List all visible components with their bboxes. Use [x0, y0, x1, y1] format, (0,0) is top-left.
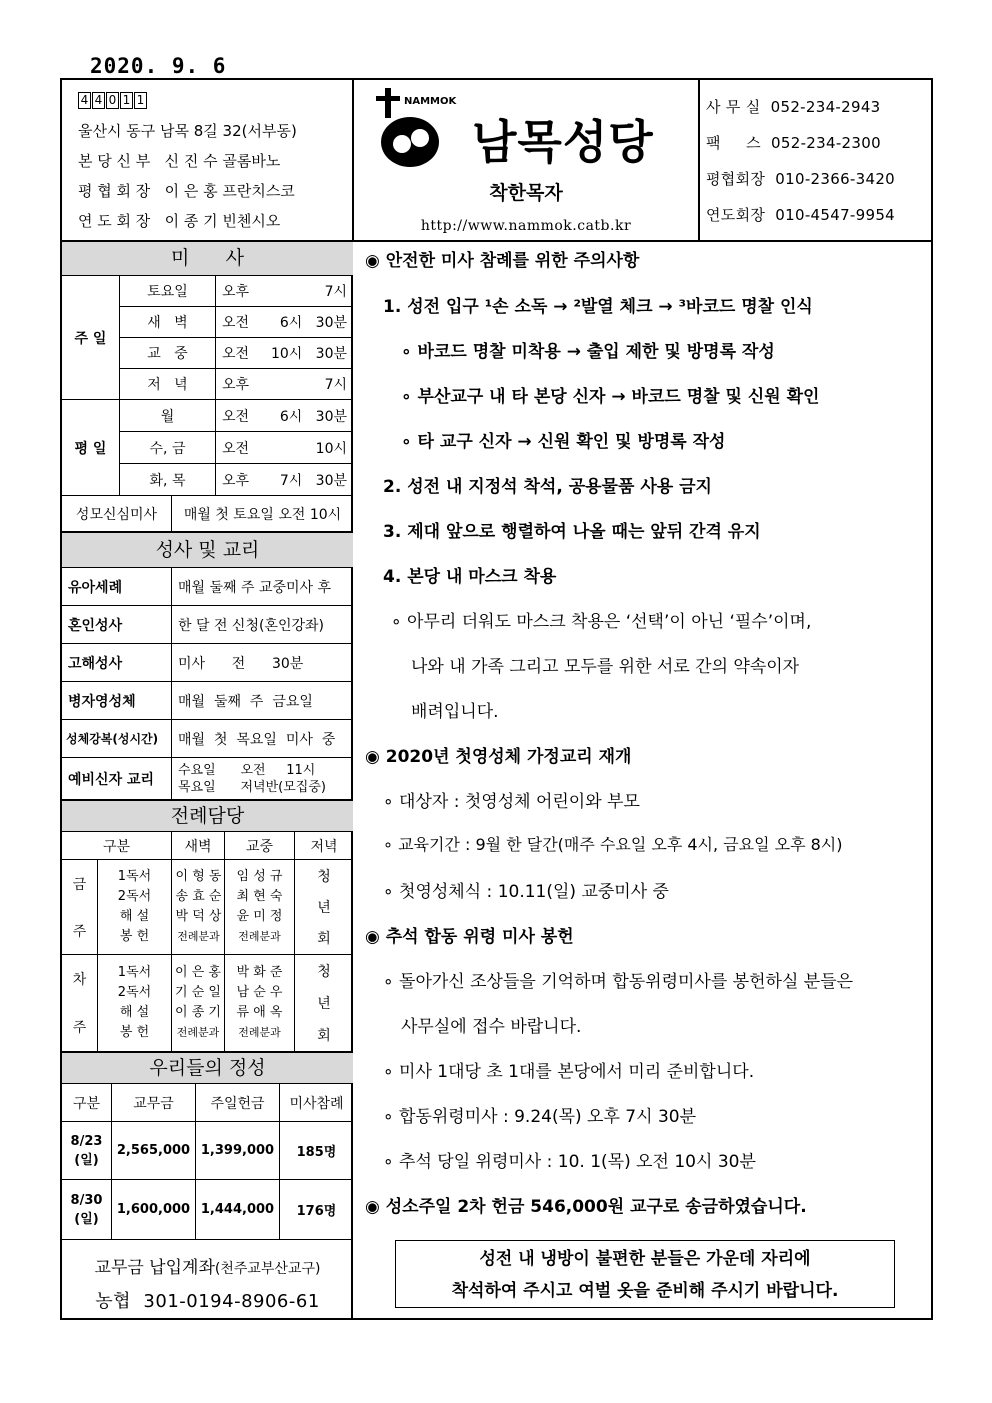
mass-section-title: 미 사: [62, 242, 353, 276]
announcement-item: 2. 성전 내 지정석 착석, 공용물품 사용 금지: [383, 477, 712, 497]
reader-name: 송 효 순: [175, 889, 222, 904]
announcement-item: ∘ 첫영성체식 : 10.11(일) 교중미사 중: [383, 882, 669, 902]
liturgy-evening: [295, 860, 353, 955]
week-char: 주: [72, 1020, 87, 1036]
offering-date-line: (일): [74, 1152, 99, 1168]
offering-attendance: 176명: [280, 1180, 353, 1240]
announcement-item: ∘ 교육기간 : 9월 한 달간(매주 수요일 오후 4시, 금요일 오후 8시): [383, 835, 843, 854]
sacraments-section-title: 성사 및 교리: [62, 532, 353, 568]
bulletin-date: 2020. 9. 6: [90, 54, 227, 78]
offering-date-line: 8/23: [70, 1133, 103, 1149]
sacrament-value: 매월 첫 목요일 미사 중: [172, 720, 353, 758]
evening-char: 회: [317, 1028, 331, 1044]
logo-small-text: NAMMOK: [404, 96, 457, 107]
sunday-label: 주 일: [62, 276, 120, 400]
parish-motto: 착한목자: [489, 182, 563, 204]
announcement-item: ∘ 바코드 명찰 미착용 → 출입 제한 및 방명록 작성: [401, 342, 775, 362]
account-number: 농협 301-0194-8906-61: [95, 1291, 320, 1312]
offering-date: [62, 1180, 112, 1240]
announcement-item: 사무실에 접수 바랍니다.: [401, 1017, 582, 1037]
mass-day: 토요일: [120, 276, 216, 307]
mass-time: 7시: [324, 377, 347, 393]
announcement-heading: ◉ 추석 합동 위령 미사 봉헌: [365, 927, 574, 947]
contact-council: 평협회장 010-2366-3420: [706, 170, 895, 188]
announcement-item: ∘ 부산교구 내 타 본당 신자 → 바코드 명찰 및 신원 확인: [401, 387, 820, 407]
sacrament-value: 매월 둘째 주 교중미사 후: [172, 568, 353, 606]
reader-name: 박 화 준: [236, 965, 283, 980]
marian-mass-value: 매월 첫 토요일 오전 10시: [172, 496, 353, 532]
reader-name: 최 현 숙: [236, 889, 283, 904]
parish-url[interactable]: http://www.nammok.catb.kr: [420, 218, 632, 234]
offering-date-line: 8/30: [70, 1192, 103, 1208]
announcement-heading: ◉ 안전한 미사 참례를 위한 주의사항: [365, 251, 640, 271]
reader-name: 이 형 동: [175, 869, 222, 884]
church-logo: [372, 88, 692, 174]
zip-digit: 1: [134, 92, 147, 109]
mass-time: 7시: [324, 284, 347, 300]
catechumen-line: 수요일 오전 11시: [178, 762, 316, 778]
zip-digit: 4: [92, 92, 105, 109]
week-char: 주: [72, 923, 87, 940]
reader-name: 전례분과: [177, 930, 220, 943]
bulletin-frame: [60, 78, 933, 1320]
role: 1독서: [117, 869, 152, 884]
reader-name: 이 종 기: [175, 1005, 221, 1020]
evening-char: 년: [317, 899, 331, 916]
header-contacts: [700, 80, 931, 240]
liturgy-week-label: [62, 860, 98, 955]
contact-prayer: 연도회장 010-4547-9954: [706, 206, 895, 224]
reader-name: 전례분과: [238, 1026, 281, 1039]
reader-name: 전례분과: [238, 930, 281, 943]
schedule-column: [62, 242, 353, 1320]
announcement-item: ∘ 미사 1대당 초 1대를 본당에서 미리 준비합니다.: [383, 1062, 755, 1082]
role: 봉 헌: [119, 1025, 150, 1040]
reader-name: 전례분과: [176, 1026, 220, 1039]
announcement-item: 3. 제대 앞으로 행렬하여 나올 때는 앞뒤 간격 유지: [383, 522, 761, 542]
mass-time: 10시: [315, 440, 347, 457]
mass-time-row: [216, 307, 353, 338]
week-char: 금: [72, 876, 87, 893]
role: 2독서: [117, 985, 152, 1000]
offering-header: 교무금: [112, 1084, 196, 1122]
announcement-item: ∘ 타 교구 신자 → 신원 확인 및 방명록 작성: [401, 432, 726, 452]
catechumen-label: 예비신자 교리: [62, 758, 172, 800]
account-title-sub: (천주교부산교구): [214, 1261, 321, 1277]
catechumen-value: [172, 758, 353, 800]
reader-name: 이 은 홍: [175, 965, 221, 980]
announcement-item: 배려입니다.: [411, 702, 499, 722]
prayer-president-line: 연 도 회 장 이 종 기 빈첸시오: [78, 212, 281, 230]
bulletin-header: [62, 80, 931, 242]
liturgy-week-label: [62, 955, 98, 1052]
offering-dues: 1,600,000: [112, 1180, 196, 1240]
liturgy-section-title: 전례담당: [62, 800, 353, 832]
liturgy-dawn: [172, 955, 225, 1052]
weekday-label: 평 일: [62, 400, 120, 496]
offering-header: 주일헌금: [196, 1084, 280, 1122]
sacrament-label: 병자영성체: [62, 682, 172, 720]
role: 2독서: [117, 889, 152, 904]
header-logo-area: [354, 80, 700, 240]
role: 해 설: [119, 1005, 150, 1020]
zip-digit: 0: [106, 92, 119, 109]
mass-ampm: 오후: [222, 377, 250, 393]
role: 1독서: [117, 965, 152, 980]
cooling-notice-box: [395, 1240, 895, 1308]
announcement-item: ∘ 대상자 : 첫영성체 어린이와 부모: [383, 792, 640, 812]
reader-name: 남 순 우: [236, 985, 283, 1000]
zip-digit: 1: [120, 92, 133, 109]
church-name: 남목성당: [472, 115, 654, 169]
evening-char: 년: [317, 996, 331, 1012]
mass-ampm: 오전: [222, 408, 250, 425]
mass-day: 교 중: [120, 338, 216, 369]
header-info: [62, 80, 354, 240]
liturgy-roles: [98, 860, 172, 955]
sacrament-value: 한 달 전 신청(혼인강좌): [172, 606, 353, 644]
reader-name: 임 성 규: [236, 869, 283, 884]
offering-header: 미사참례: [280, 1084, 353, 1122]
liturgy-dawn: [172, 860, 225, 955]
offering-dues: 2,565,000: [112, 1122, 196, 1180]
liturgy-roles: [98, 955, 172, 1052]
contact-fax: 팩 스 052-234-2300: [706, 134, 881, 152]
announcement-item: ∘ 추석 당일 위령미사 : 10. 1(목) 오전 10시 30분: [383, 1152, 756, 1172]
mass-day: 저 녁: [120, 369, 216, 400]
mass-time: 10시 30분: [270, 346, 347, 362]
contact-office: 사 무 실 052-234-2943: [706, 98, 881, 116]
reader-name: 류 애 옥: [236, 1005, 283, 1020]
sacrament-label: 성체강복(성시간): [62, 720, 172, 758]
announcement-item: ∘ 돌아가신 조상들을 기억하며 합동위령미사를 봉헌하실 분들은: [383, 972, 854, 992]
mass-ampm: 오전: [222, 346, 250, 362]
sacrament-label: 유아세례: [62, 568, 172, 606]
mass-ampm: 오후: [222, 284, 250, 300]
evening-char: 회: [317, 931, 331, 948]
notice-line: 착석하여 주시고 여벌 옷을 준비해 주시기 바랍니다.: [451, 1281, 839, 1301]
liturgy-main: [225, 860, 295, 955]
zip-digit: 4: [78, 92, 91, 109]
mass-day: 화, 목: [120, 464, 216, 496]
offering-attendance: 185명: [280, 1122, 353, 1180]
liturgy-header: 구분: [62, 832, 172, 860]
mass-time: 6시 30분: [279, 315, 347, 331]
offering-header: 구분: [62, 1084, 112, 1122]
reader-name: 박 덕 상: [175, 909, 222, 924]
role: 봉 헌: [119, 929, 150, 944]
sacrament-label: 고해성사: [62, 644, 172, 682]
council-president-line: 평 협 회 장 이 은 홍 프란치스코: [78, 182, 295, 200]
sacrament-value: 미사 전 30분: [172, 644, 353, 682]
week-char: 차: [72, 972, 87, 988]
mass-time: 7시 30분: [279, 472, 347, 489]
announcement-item: 4. 본당 내 마스크 착용: [383, 567, 557, 587]
sacrament-label: 혼인성사: [62, 606, 172, 644]
mass-day: 수, 금: [120, 432, 216, 464]
announcement-item: ∘ 합동위령미사 : 9.24(목) 오후 7시 30분: [383, 1107, 696, 1127]
announcement-item: 나와 내 가족 그리고 모두를 위한 서로 간의 약속이자: [411, 657, 800, 677]
mass-day: 새 벽: [120, 307, 216, 338]
mass-time-row: [216, 338, 353, 369]
evening-char: 청: [317, 868, 331, 885]
announcement-heading: ◉ 2020년 첫영성체 가정교리 재개: [365, 747, 632, 767]
pastor-line: 본 당 신 부 신 진 수 골롬바노: [78, 152, 281, 170]
liturgy-header: 교중: [225, 832, 295, 860]
role: 해 설: [119, 909, 150, 924]
notice-line: 성전 내 냉방이 불편한 분들은 가운데 자리에: [479, 1249, 811, 1269]
reader-name: 윤 미 정: [236, 909, 283, 924]
mass-time-row: [216, 369, 353, 400]
catechumen-line: 목요일 저녁반(모집중): [178, 779, 326, 795]
account-title: [62, 1253, 353, 1278]
offering-date-line: (일): [74, 1211, 99, 1227]
liturgy-header: 저녁: [295, 832, 353, 860]
mass-ampm: 오전: [222, 315, 250, 331]
offering-date: [62, 1122, 112, 1180]
mass-ampm: 오전: [222, 440, 250, 457]
mass-time-row: [216, 432, 353, 464]
evening-char: 청: [317, 964, 331, 980]
mass-time-row: [216, 464, 353, 496]
offering-collection: 1,444,000: [196, 1180, 280, 1240]
announcement-item: ∘ 아무리 더워도 마스크 착용은 ‘선택’이 아닌 ‘필수’이며,: [391, 612, 812, 632]
mass-time: 6시 30분: [279, 408, 347, 425]
reader-name: 기 순 일: [175, 985, 221, 1000]
marian-mass-label: 성모신심미사: [62, 496, 172, 532]
liturgy-main: [225, 955, 295, 1052]
offerings-section-title: 우리들의 정성: [62, 1052, 353, 1084]
mass-ampm: 오후: [222, 472, 250, 489]
zip-code-boxes: [78, 92, 148, 109]
offering-collection: 1,399,000: [196, 1122, 280, 1180]
announcement-heading: ◉ 성소주일 2차 헌금 546,000원 교구로 송금하였습니다.: [365, 1197, 807, 1217]
announcement-item: 1. 성전 입구 ¹손 소독 → ²발열 체크 → ³바코드 명찰 인식: [383, 297, 813, 317]
church-address: 울산시 동구 남목 8길 32(서부동): [78, 122, 297, 140]
mass-day: 월: [120, 400, 216, 432]
liturgy-evening: [295, 955, 353, 1052]
account-title-main: 교무금 납입계좌: [94, 1258, 215, 1278]
mass-time-row: [216, 276, 353, 307]
announcements-column: [355, 242, 931, 1320]
mass-time-row: [216, 400, 353, 432]
sacrament-value: 매월 둘째 주 금요일: [172, 682, 353, 720]
liturgy-header: 새벽: [172, 832, 225, 860]
